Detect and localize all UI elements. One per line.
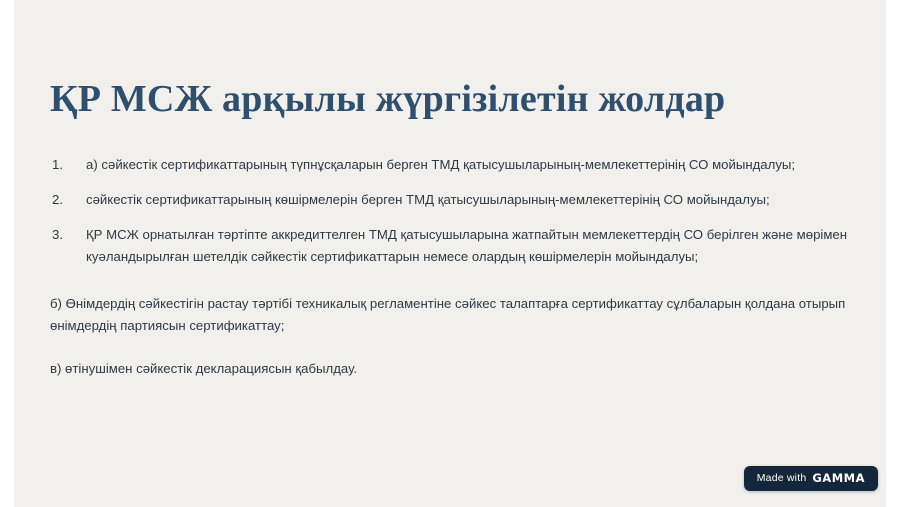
right-margin-strip [886, 0, 900, 507]
paragraph-v: в) өтінушімен сәйкестік декларациясын қабылдау. [50, 360, 358, 376]
made-with-gamma-badge[interactable] [744, 466, 878, 492]
page-title: ҚР МСЖ арқылы жүргізілетін жолдар [50, 78, 726, 120]
paragraph-b: б) Өнімдердің сәйкестігін растау тәртібі техникалық регламентіне сәйкес талаптарға сертификаттау сұлбаларын қолдана отырып өнімдердің партиясын сертификаттау; [50, 296, 846, 333]
gamma-logo: GAMMA [812, 470, 865, 485]
list-item: а) сәйкестік сертификаттарының түпнұсқаларын берген ТМД қатысушыларының-мемлекеттерінің СО мойындалуы; [86, 156, 796, 172]
list-item: сәйкестік сертификаттарының көшірмелерін берген ТМД қатысушыларының-мемлекеттерінің СО мойындалуы; [86, 192, 770, 208]
left-margin-strip [0, 0, 14, 507]
slide-content [50, 78, 850, 379]
list-item: ҚР МСЖ орнатылған тәртіпте аккредиттелген ТМД қатысушыларына жатпайтын мемлекеттердің СО берілген және мөрімен куәландырылған шетелдік сәйкестік сертификаттарын немесе олардың көшірмелерін мойындалуы; [86, 227, 848, 264]
numbered-list [50, 154, 850, 268]
made-with-label: Made with [756, 472, 807, 484]
